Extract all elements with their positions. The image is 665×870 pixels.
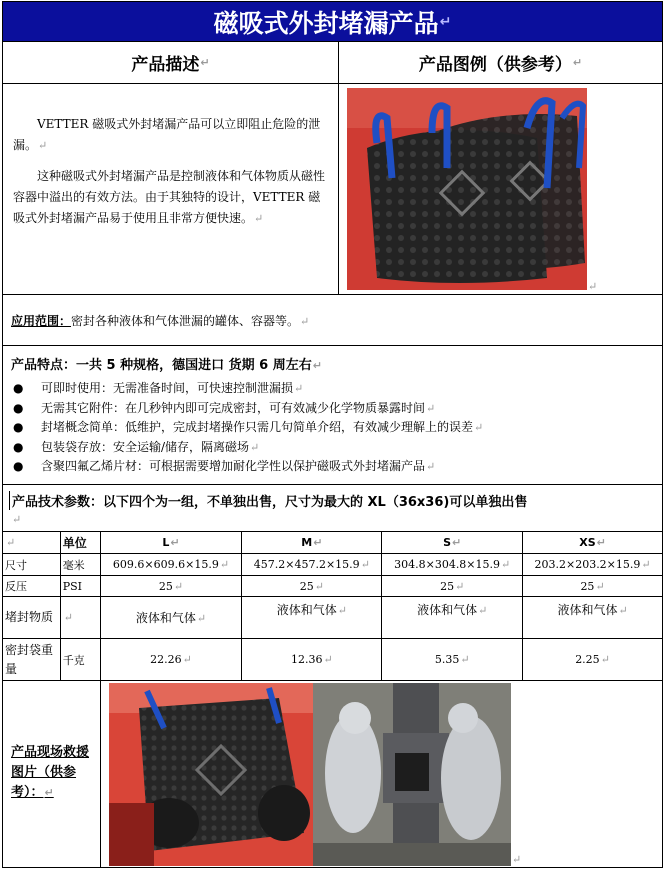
table-header-m: M↵ bbox=[242, 532, 382, 554]
field-photos-cell: ↵ bbox=[100, 680, 663, 868]
table-cell: 25↵ bbox=[242, 576, 382, 597]
field-photos-label: 产品现场救援图片（供参考）：↵ bbox=[11, 745, 90, 800]
table-cell: 609.6×609.6×15.9↵ bbox=[100, 554, 242, 576]
features-list bbox=[3, 379, 662, 477]
table-cell: 液体和气体↵ bbox=[100, 597, 242, 639]
page-title: 磁吸式外封堵漏产品 ↵ bbox=[2, 1, 663, 42]
row-unit: 毫米 bbox=[60, 554, 100, 576]
application-label: 应用范围： bbox=[11, 314, 72, 328]
table-cell: 25↵ bbox=[100, 576, 242, 597]
table-header-xs: XS↵ bbox=[523, 532, 663, 554]
table-row bbox=[3, 639, 663, 681]
description-paragraph-1: VETTER 磁吸式外封堵漏产品可以立即阻止危险的泄漏。↵ bbox=[13, 117, 321, 152]
application-row: 应用范围：密封各种液体和气体泄漏的罐体、容器等。↵ bbox=[2, 294, 663, 346]
table-header-l: L↵ bbox=[100, 532, 242, 554]
illustration-header-text: 产品图例（供参考） bbox=[418, 55, 572, 75]
table-row bbox=[3, 576, 663, 597]
table-cell: 22.26↵ bbox=[100, 639, 242, 681]
feature-item: ● 无需其它附件：在几秒钟内即可完成密封，可有效减少化学物质暴露时间 ↵ bbox=[13, 400, 436, 415]
description-paragraph-2: 这种磁吸式外封堵漏产品是控制液体和气体物质从磁性容器中溢出的有效方法。由于其独特的设计，VETTER 磁吸式外封堵漏产品易于使用且非常方便快速。↵ bbox=[13, 169, 326, 225]
product-photo-image bbox=[347, 88, 587, 290]
field-photo-2 bbox=[313, 683, 511, 866]
product-photo bbox=[347, 88, 587, 290]
table-header-s: S↵ bbox=[382, 532, 523, 554]
field-photo-1-image bbox=[109, 683, 313, 866]
table-row bbox=[3, 597, 663, 639]
description-cell bbox=[2, 83, 339, 295]
table-cell: 457.2×457.2×15.9↵ bbox=[242, 554, 382, 576]
table-cell: 203.2×203.2×15.9↵ bbox=[523, 554, 663, 576]
row-unit: PSI bbox=[60, 576, 100, 597]
description-header: 产品描述 ↵ bbox=[2, 41, 339, 84]
feature-item: ● 可即时使用：无需准备时间，可快速控制泄漏损 ↵ bbox=[13, 381, 304, 395]
table-header-row bbox=[3, 532, 663, 554]
row-unit: ↵ bbox=[60, 597, 100, 639]
field-photo-1 bbox=[109, 683, 313, 866]
features-row bbox=[2, 345, 663, 485]
field-photo-2-image bbox=[313, 683, 511, 866]
row-label: 反压 bbox=[3, 576, 61, 597]
table-cell: 25↵ bbox=[523, 576, 663, 597]
page-title-text: 磁吸式外封堵漏产品 bbox=[213, 8, 439, 38]
table-cell: 液体和气体↵ bbox=[242, 597, 382, 639]
row-unit: 千克 bbox=[60, 639, 100, 681]
illustration-cell: ↵ bbox=[338, 83, 663, 295]
table-cell: 液体和气体↵ bbox=[523, 597, 663, 639]
table-row bbox=[3, 554, 663, 576]
table-header-unit: 单位 bbox=[60, 532, 100, 554]
table-cell: 304.8×304.8×15.9↵ bbox=[382, 554, 523, 576]
feature-item: ● 含聚四氟乙烯片材：可根据需要增加耐化学性以保护磁吸式外封堵漏产品 ↵ bbox=[13, 459, 436, 474]
table-cell: 2.25↵ bbox=[523, 639, 663, 681]
spec-table bbox=[2, 531, 663, 681]
table-corner: ↵ bbox=[3, 532, 61, 554]
row-label: 堵封物质 bbox=[3, 597, 61, 639]
tech-heading-row: 产品技术参数：以下四个为一组，不单独出售，尺寸为最大的 XL（36x36)可以单独出售 ↵ bbox=[2, 484, 663, 532]
application-text: 密封各种液体和气体泄漏的罐体、容器等。 bbox=[71, 314, 300, 328]
row-label: 尺寸 bbox=[3, 554, 61, 576]
field-photos-label-cell bbox=[2, 680, 101, 868]
illustration-header: 产品图例（供参考） ↵ bbox=[338, 41, 663, 84]
description-header-text: 产品描述 bbox=[131, 55, 200, 75]
row-label: 密封袋重量 bbox=[3, 639, 61, 681]
tech-heading: 产品技术参数：以下四个为一组，不单独出售，尺寸为最大的 XL（36x36)可以单独出售 bbox=[9, 491, 662, 510]
table-cell: 12.36↵ bbox=[242, 639, 382, 681]
table-cell: 5.35↵ bbox=[382, 639, 523, 681]
features-heading: 产品特点：一共 5 种规格，德国进口 货期 6 周左右↵ bbox=[11, 358, 322, 373]
feature-item: ● 封堵概念简单：低维护，完成封堵操作只需几句简单介绍，有效减少理解上的误差 ↵ bbox=[13, 420, 484, 435]
table-cell: 液体和气体↵ bbox=[382, 597, 523, 639]
table-cell: 25↵ bbox=[382, 576, 523, 597]
feature-item: ● 包装袋存放：安全运输/储存，隔离磁场 ↵ bbox=[13, 439, 260, 454]
